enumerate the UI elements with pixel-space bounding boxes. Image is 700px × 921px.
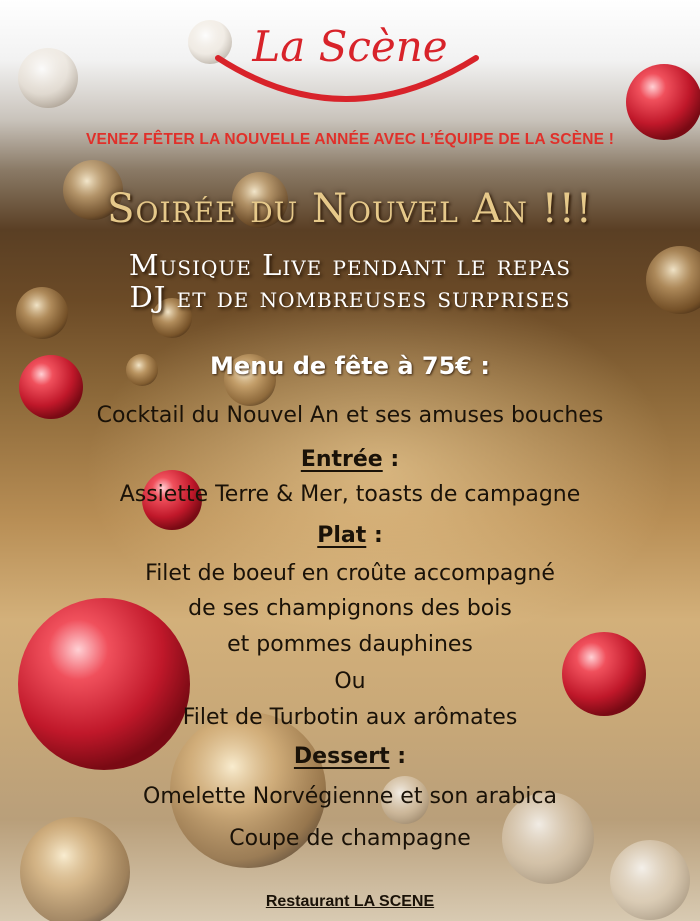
menu-heading: Menu de fête à 75€ : — [210, 352, 490, 380]
menu-plat-item: de ses champignons des bois — [188, 596, 512, 621]
tagline: VENEZ FÊTER LA NOUVELLE ANNÉE AVEC L’ÉQUIPE DE LA SCÈNE ! — [85, 131, 615, 148]
bubble-red — [626, 64, 700, 140]
menu-cocktail: Cocktail du Nouvel An et ses amuses bouches — [96, 403, 604, 428]
subtitle-line-1: Musique Live pendant le repas — [128, 248, 572, 282]
section-dessert-colon: : — [389, 744, 407, 769]
logo: La Scène — [252, 22, 448, 71]
section-dessert — [0, 744, 700, 769]
section-entree — [0, 447, 700, 472]
section-plat-colon: : — [366, 523, 383, 548]
menu-plat-item: Filet de boeuf en croûte accompagné — [145, 561, 555, 586]
section-plat-label: Plat — [317, 523, 367, 548]
section-entree-colon: : — [382, 447, 400, 472]
section-entree-label: Entrée — [300, 447, 383, 472]
menu-plat-item: Filet de Turbotin aux arômates — [182, 705, 518, 730]
menu-plat-or: Ou — [334, 669, 366, 694]
section-plat — [0, 523, 700, 548]
menu-dessert-item: Omelette Norvégienne et son arabica — [143, 784, 557, 809]
subtitle-line-2: DJ et de nombreuses surprises — [129, 280, 571, 314]
menu-plat-item: et pommes dauphines — [227, 632, 473, 657]
section-dessert-label: Dessert — [293, 744, 390, 769]
page-title: Soirée du Nouvel An !!! — [107, 186, 593, 232]
menu-dessert-item: Coupe de champagne — [229, 826, 471, 851]
menu-entree-item: Assiette Terre & Mer, toasts de campagne — [119, 482, 581, 507]
footer-restaurant-name: Restaurant LA SCENE — [265, 893, 435, 910]
